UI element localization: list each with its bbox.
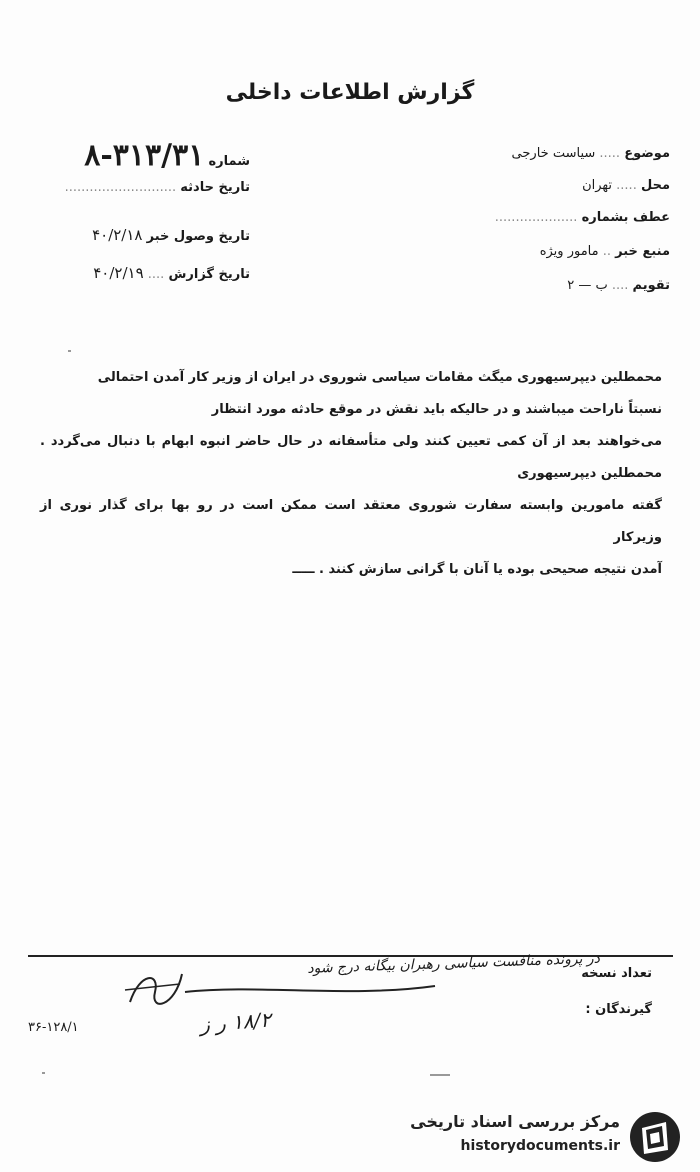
received-date-label: تاریخ وصول خبر	[146, 229, 250, 244]
copies-label: تعداد نسخه	[581, 966, 652, 981]
scan-speck	[42, 1072, 45, 1074]
incident-date-label: تاریخ حادثه	[180, 180, 250, 195]
incident-date-field: تاریخ حادثه ...........................	[64, 180, 250, 195]
body-line: می‌خواهند بعد از آن کمی تعیین کنند ولی متأسفانه در حال حاضر انبوه ابهام با دنبال می‌گردد . محمطلین دیپرسیهوری	[40, 434, 662, 481]
rating-value: ب — ۲	[567, 278, 608, 293]
underline-stroke	[180, 980, 440, 1000]
document-title: گزارش اطلاعات داخلی	[225, 80, 475, 105]
body-line: نسبتاً ناراحت میباشند و در حالیکه باید نقش در موقع حادثه مورد انتظار	[211, 402, 662, 417]
place-value: تهران	[582, 178, 613, 193]
archive-watermark	[410, 1106, 690, 1166]
archive-logo-icon	[628, 1110, 682, 1164]
subject-field: موضوع ..... سیاست خارجی	[511, 146, 670, 161]
rating-field: تقویم .... ب — ۲	[567, 278, 670, 293]
report-body	[40, 362, 662, 586]
source-label: منبع خبر	[615, 244, 670, 259]
scan-speck	[430, 1074, 450, 1076]
source-value: مامور ویژه	[539, 244, 599, 259]
body-line: گفته مامورین وابسته سفارت شوروی معتقد است ممکن است در رو بها برای گذار نوری از وزیرکار	[40, 498, 662, 545]
report-date-field: تاریخ گزارش .... ۴۰/۲/۱۹	[93, 264, 250, 282]
number-field	[84, 138, 250, 173]
received-date-value: ۴۰/۲/۱۸	[92, 226, 143, 244]
reference-label: عطف بشماره	[581, 210, 670, 225]
recipients-label: گیرندگان :	[585, 1002, 652, 1017]
report-date-label: تاریخ گزارش	[168, 267, 250, 282]
rating-label: تقویم	[632, 278, 670, 293]
report-date-value: ۴۰/۲/۱۹	[93, 264, 144, 282]
place-label: محل	[640, 178, 670, 193]
handwritten-date: ۱۸/۲ ر ز	[199, 1007, 272, 1037]
reference-field: عطف بشماره ....................	[494, 210, 670, 225]
body-line: محمطلین دیپرسیهوری میگث مقامات سیاسی شوروی در ایران از وزیر کار آمدن احتمالی	[97, 370, 662, 385]
received-date-field	[92, 226, 250, 244]
scan-speck	[68, 350, 71, 352]
source-field: منبع خبر .. مامور ویژه	[539, 244, 670, 259]
handwritten-note: در پرونده منافست سیاسی رهبران بیگانه درج شود	[307, 950, 601, 977]
number-label: شماره	[208, 154, 250, 169]
watermark-url: historydocuments.ir	[460, 1138, 620, 1154]
watermark-name: مرکز بررسی اسناد تاریخی	[410, 1112, 620, 1131]
number-value: ۳۱۳/۳۱-۸	[84, 138, 205, 173]
subject-value: سیاست خارجی	[511, 146, 596, 161]
body-line: آمدن نتیجه صحیحی بوده یا آنان با گرانی سازش کنند . ـــــ	[292, 562, 662, 577]
place-field: محل ..... تهران	[582, 178, 670, 193]
reference-number: ۳۶-۱۲۸/۱	[28, 1020, 79, 1035]
subject-label: موضوع	[624, 146, 670, 161]
